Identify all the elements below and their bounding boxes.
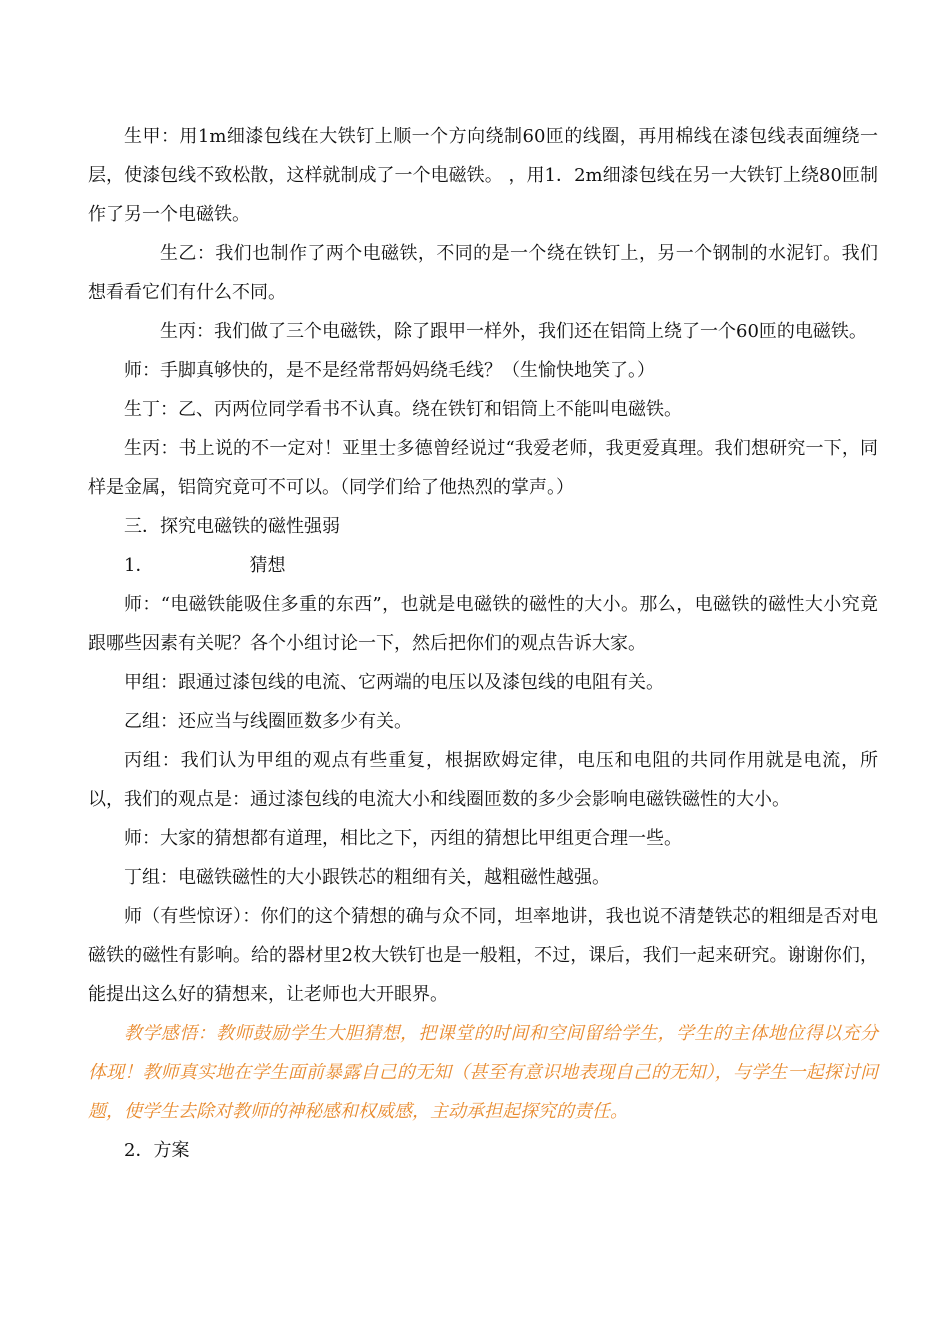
paragraph-teacher-question: 师：“电磁铁能吸住多重的东西”，也就是电磁铁的磁性的大小。那么，电磁铁的磁性大小究竟跟哪些因素有关呢？各个小组讨论一下，然后把你们的观点告诉大家。 <box>88 594 878 654</box>
section-heading-explore: 三．探究电磁铁的磁性强弱 <box>124 516 340 537</box>
paragraph-student-yi: 生乙：我们也制作了两个电磁铁，不同的是一个绕在铁钉上，另一个钢制的水泥钉。我们想看看它们有什么不同。 <box>88 243 878 303</box>
paragraph-group-yi: 乙组：还应当与线圈匝数多少有关。 <box>124 711 412 732</box>
document-body <box>88 117 878 1170</box>
paragraph-group-bing: 丙组：我们认为甲组的观点有些重复，根据欧姆定律，电压和电阻的共同作用就是电流，所以，我们的观点是：通过漆包线的电流大小和线圈匝数的多少会影响电磁铁磁性的大小。 <box>88 750 878 810</box>
paragraph-student-ding: 生丁：乙、丙两位同学看书不认真。绕在铁钉和铝筒上不能叫电磁铁。 <box>124 399 682 420</box>
paragraph-teacher-remark: 师：手脚真够快的，是不是经常帮妈妈绕毛线？（生愉快地笑了。） <box>124 360 655 381</box>
subheading-number: 1． <box>124 555 154 576</box>
teaching-reflection: 教学感悟：教师鼓励学生大胆猜想，把课堂的时间和空间留给学生，学生的主体地位得以充分体现！教师真实地在学生面前暴露自己的无知（甚至有意识地表现自己的无知），与学生一起探讨问题，使学生去除对教师的神秘感和权威感，主动承担起探究的责任。 <box>88 1023 878 1122</box>
paragraph-teacher-comment: 师：大家的猜想都有道理，相比之下，丙组的猜想比甲组更合理一些。 <box>124 828 682 849</box>
paragraph-student-bing-reply: 生丙：书上说的不一定对！亚里士多德曾经说过“我爱老师，我更爱真理。我们想研究一下，同样是金属，铝筒究竟可不可以。（同学们给了他热烈的掌声。） <box>88 438 878 498</box>
paragraph-group-jia: 甲组：跟通过漆包线的电流、它两端的电压以及漆包线的电阻有关。 <box>124 672 664 693</box>
paragraph-teacher-surprised: 师（有些惊讶）：你们的这个猜想的确与众不同，坦率地讲，我也说不清楚铁芯的粗细是否对电磁铁的磁性有影响。给的器材里2枚大铁钉也是一般粗，不过，课后，我们一起来研究。谢谢你们，能提出这么好的猜想来，让老师也大开眼界。 <box>88 906 878 1005</box>
paragraph-student-jia: 生甲：用1m细漆包线在大铁钉上顺一个方向绕制60匝的线圈，再用棉线在漆包线表面缠绕一层，使漆包线不致松散，这样就制成了一个电磁铁。 ，用1．2m细漆包线在另一大铁钉上绕80匝制作了另一个电磁铁。 <box>88 126 878 225</box>
subheading-label: 猜想 <box>249 555 286 576</box>
subheading-plan: 2．方案 <box>124 1140 190 1161</box>
paragraph-student-bing: 生丙：我们做了三个电磁铁，除了跟甲一样外，我们还在铝筒上绕了一个60匝的电磁铁。 <box>160 321 867 342</box>
subheading-guess <box>88 546 878 585</box>
paragraph-group-ding: 丁组：电磁铁磁性的大小跟铁芯的粗细有关，越粗磁性越强。 <box>124 867 610 888</box>
